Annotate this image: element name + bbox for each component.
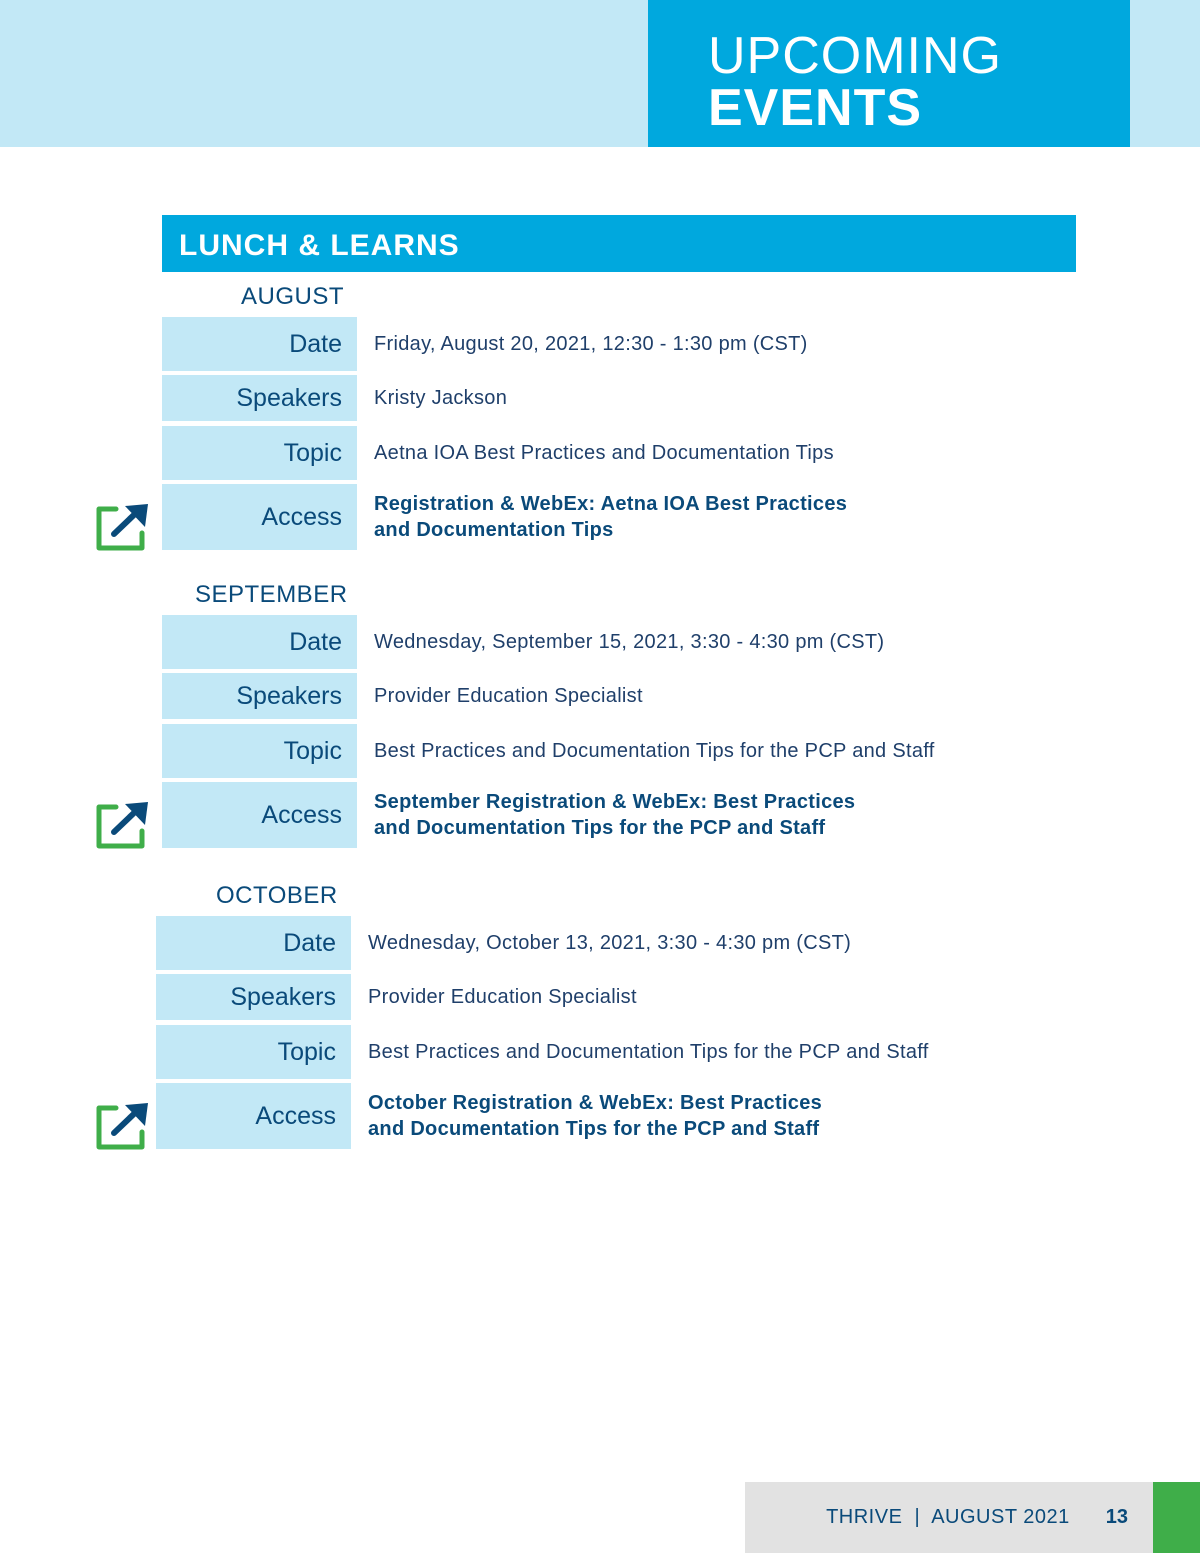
page-title: [648, 0, 1130, 147]
table-row: [156, 1025, 929, 1079]
row-value: Provider Education Specialist: [374, 684, 643, 707]
external-link-icon[interactable]: [94, 800, 150, 850]
table-row: [162, 782, 855, 848]
external-link-icon[interactable]: [94, 502, 150, 552]
row-value: Friday, August 20, 2021, 12:30 - 1:30 pm (CST): [374, 332, 808, 355]
access-link-line1[interactable]: October Registration & WebEx: Best Practices: [368, 1092, 823, 1114]
section-title: LUNCH & LEARNS: [162, 215, 1076, 272]
external-link-icon[interactable]: [94, 1101, 150, 1151]
row-value: Wednesday, October 13, 2021, 3:30 - 4:30 pm (CST): [368, 931, 852, 954]
row-value: Best Practices and Documentation Tips for the PCP and Staff: [374, 739, 935, 762]
month-heading-september: SEPTEMBER: [195, 581, 348, 608]
row-label: Speakers: [162, 673, 357, 719]
row-label: Access: [156, 1083, 351, 1149]
month-heading-october: OCTOBER: [216, 882, 338, 909]
footer-accent: [1153, 1482, 1200, 1553]
footer: [745, 1482, 1153, 1553]
row-label: Speakers: [156, 974, 351, 1020]
row-label: Access: [162, 484, 357, 550]
table-row: [156, 1083, 822, 1149]
row-value: Aetna IOA Best Practices and Documentation Tips: [374, 441, 834, 464]
access-link-line2[interactable]: and Documentation Tips for the PCP and Staff: [368, 1118, 820, 1140]
table-row: [162, 615, 884, 669]
page-title-line2: EVENTS: [708, 79, 923, 137]
table-row: [162, 724, 935, 778]
page-number: 13: [1105, 1506, 1128, 1528]
access-link-september[interactable]: [357, 789, 855, 841]
row-label: Topic: [162, 724, 357, 778]
row-label: Date: [162, 317, 357, 371]
table-row: [162, 426, 834, 480]
row-label: Date: [162, 615, 357, 669]
row-value: Best Practices and Documentation Tips for the PCP and Staff: [368, 1040, 929, 1063]
access-link-october[interactable]: [351, 1090, 822, 1142]
table-row: [162, 317, 808, 371]
table-row: [162, 375, 507, 421]
access-link-line2[interactable]: and Documentation Tips for the PCP and Staff: [374, 817, 826, 839]
footer-publication: THRIVE | AUGUST 2021: [826, 1506, 1070, 1528]
month-heading-august: AUGUST: [241, 283, 345, 310]
table-row: [162, 484, 847, 550]
access-link-august[interactable]: [357, 491, 847, 543]
row-value: Wednesday, September 15, 2021, 3:30 - 4:30 pm (CST): [374, 630, 885, 653]
access-link-line2[interactable]: and Documentation Tips: [374, 519, 614, 541]
row-label: Topic: [162, 426, 357, 480]
row-label: Date: [156, 916, 351, 970]
row-value: Provider Education Specialist: [368, 985, 637, 1008]
row-label: Access: [162, 782, 357, 848]
table-row: [156, 974, 637, 1020]
access-link-line1[interactable]: Registration & WebEx: Aetna IOA Best Practices: [374, 493, 848, 515]
access-link-line1[interactable]: September Registration & WebEx: Best Practices: [374, 791, 856, 813]
table-row: [162, 673, 643, 719]
row-value: Kristy Jackson: [374, 386, 508, 409]
row-label: Speakers: [162, 375, 357, 421]
page-title-line1: UPCOMING: [708, 27, 1002, 85]
table-row: [156, 916, 851, 970]
row-label: Topic: [156, 1025, 351, 1079]
